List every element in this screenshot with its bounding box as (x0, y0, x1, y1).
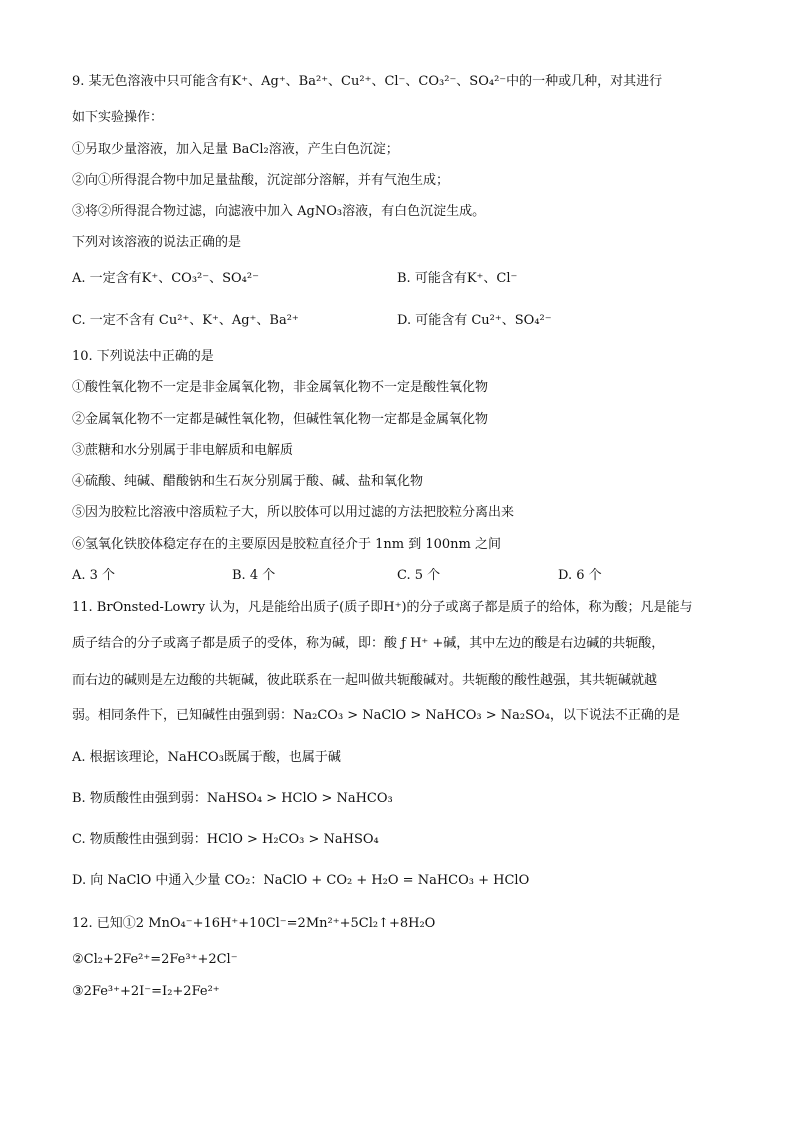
q9-stem-line: 9. 某无色溶液中只可能含有K⁺、Ag⁺、Ba²⁺、Cu²⁺、Cl⁻、CO₃²⁻、SO₄²⁻中的一种或几种，对其进行 (72, 74, 663, 89)
q10-option-a[interactable]: A. 3 个 (72, 568, 116, 583)
q9-step-1: ①另取少量溶液，加入足量 BaCl₂溶液，产生白色沉淀； (72, 142, 399, 157)
q10-option-d[interactable]: D. 6 个 (558, 568, 602, 583)
q10-option-b[interactable]: B. 4 个 (232, 568, 276, 583)
q10-statement-3: ③蔗糖和水分别属于非电解质和电解质 (72, 443, 294, 458)
q10-prompt: 10. 下列说法中正确的是 (72, 349, 214, 364)
q11-option-a[interactable]: A. 根据该理论，NaHCO₃既属于酸，也属于碱 (72, 750, 341, 765)
q11-stem-line: 11. BrOnsted-Lowry 认为，凡是能给出质子(质子即H⁺)的分子或离子都是质子的给体，称为酸；凡是能与 (72, 600, 693, 615)
q10-statement-1: ①酸性氧化物不一定是非金属氧化物，非金属氧化物不一定是酸性氧化物 (72, 380, 489, 395)
q9-option-c[interactable]: C. 一定不含有 Cu²⁺、K⁺、Ag⁺、Ba²⁺ (72, 313, 299, 328)
q10-statement-2: ②金属氧化物不一定都是碱性氧化物，但碱性氧化物一定都是金属氧化物 (72, 412, 489, 427)
q11-option-d[interactable]: D. 向 NaClO 中通入少量 CO₂：NaClO + CO₂ + H₂O = NaHCO₃ + HClO (72, 873, 530, 888)
q11-stem-line: 弱。相同条件下，已知碱性由强到弱：Na₂CO₃ > NaClO > NaHCO₃ > Na₂SO₄，以下说法不正确的是 (72, 708, 680, 723)
q11-stem-line: 而右边的碱则是左边酸的共轭碱，彼此联系在一起叫做共轭酸碱对。共轭酸的酸性越强，其共轭碱就越 (72, 673, 658, 688)
q12-reaction-2: ②Cl₂+2Fe²⁺=2Fe³⁺+2Cl⁻ (72, 952, 238, 967)
q9-option-a[interactable]: A. 一定含有K⁺、CO₃²⁻、SO₄²⁻ (72, 271, 259, 286)
q11-option-c[interactable]: C. 物质酸性由强到弱：HClO > H₂CO₃ > NaHSO₄ (72, 832, 379, 847)
q9-stem-line: 如下实验操作： (72, 110, 164, 125)
q12-reaction-3: ③2Fe³⁺+2I⁻=I₂+2Fe²⁺ (72, 984, 220, 999)
q10-statement-4: ④硫酸、纯碱、醋酸钠和生石灰分别属于酸、碱、盐和氧化物 (72, 474, 424, 489)
q11-option-b[interactable]: B. 物质酸性由强到弱：NaHSO₄ > HClO > NaHCO₃ (72, 791, 393, 806)
q12-reaction-1: 12. 已知①2 MnO₄⁻+16H⁺+10Cl⁻=2Mn²⁺+5Cl₂↑+8H₂O (72, 916, 436, 931)
q9-option-d[interactable]: D. 可能含有 Cu²⁺、SO₄²⁻ (397, 313, 552, 328)
q11-stem-line: 质子结合的分子或离子都是质子的受体，称为碱，即：酸 ƒ H⁺ +碱，其中左边的酸是右边碱的共轭酸， (72, 636, 665, 651)
q9-step-3: ③将②所得混合物过滤，向滤液中加入 AgNO₃溶液，有白色沉淀生成。 (72, 204, 486, 219)
q9-option-b[interactable]: B. 可能含有K⁺、Cl⁻ (397, 271, 518, 286)
q10-statement-5: ⑤因为胶粒比溶液中溶质粒子大，所以胶体可以用过滤的方法把胶粒分离出来 (72, 505, 515, 520)
q9-step-2: ②向①所得混合物中加足量盐酸，沉淀部分溶解，并有气泡生成； (72, 173, 450, 188)
q9-prompt: 下列对该溶液的说法正确的是 (72, 235, 242, 250)
q10-option-c[interactable]: C. 5 个 (397, 568, 441, 583)
q10-statement-6: ⑥氢氧化铁胶体稳定存在的主要原因是胶粒直径介于 1nm 到 100nm 之间 (72, 537, 502, 552)
